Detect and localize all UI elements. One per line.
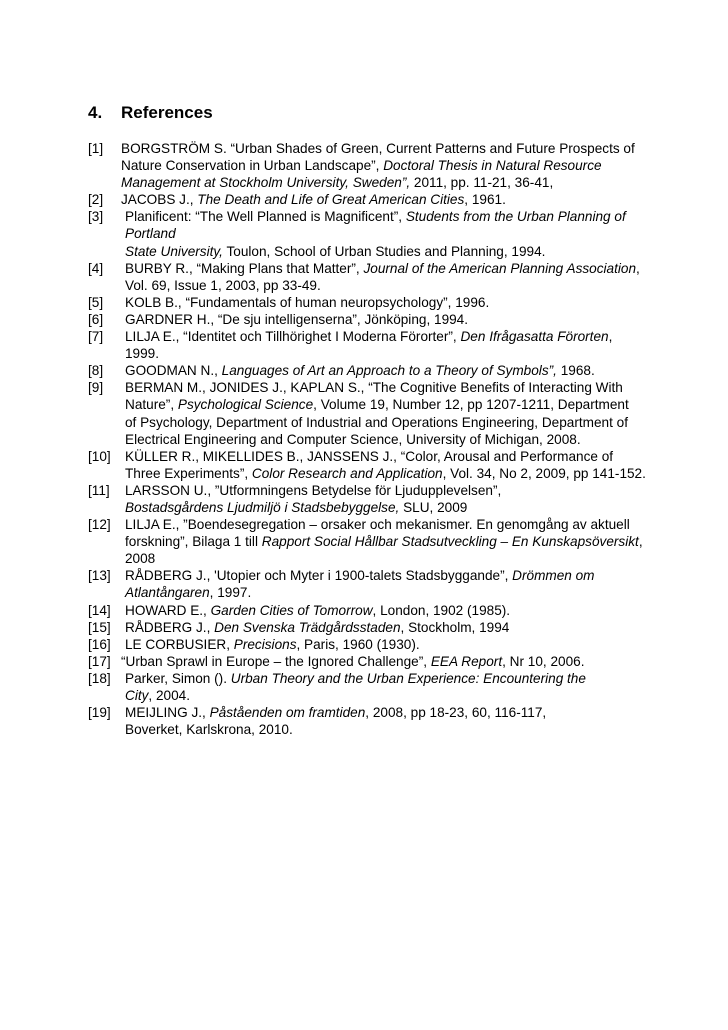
reference-text: Boverket, Karlskrona, 2010. [125, 722, 293, 738]
reference-text: JACOBS J., [121, 192, 198, 208]
reference-line [121, 396, 648, 413]
reference-number: [18] [88, 670, 111, 686]
reference-number: [9] [88, 380, 104, 396]
reference-text: , 1961. [464, 192, 506, 208]
reference-line [121, 243, 648, 260]
reference-title-text: Den Svenska Trädgårdsstaden [214, 619, 401, 635]
reference-text: , [608, 329, 613, 345]
reference-line [121, 362, 648, 379]
reference-line [121, 704, 648, 721]
reference-text: Nature”, [125, 397, 178, 413]
reference-number: [5] [88, 294, 104, 310]
reference-number: [1] [88, 141, 104, 156]
reference-text: KOLB B., “Fundamentals of human neuropsychology”, 1996. [125, 294, 490, 310]
reference-text: 1968. [556, 363, 595, 379]
reference-line [121, 448, 648, 465]
reference-line [121, 260, 648, 277]
reference-line [121, 584, 648, 601]
reference-line [121, 653, 648, 670]
reference-line [121, 636, 648, 653]
reference-line [121, 208, 648, 225]
reference-number: [10] [88, 448, 111, 464]
reference-text: LILJA E., ”Boendesegregation – orsaker och mekanismer. En genomgång av aktuell [125, 517, 630, 533]
reference-number: [8] [88, 363, 104, 379]
reference-text: LE CORBUSIER, [125, 636, 234, 652]
reference-text: of Psychology, Department of Industrial and Operations Engineering, Department of [125, 414, 628, 430]
reference-item [88, 653, 648, 670]
reference-line [121, 499, 648, 516]
reference-line [121, 431, 648, 448]
reference-item [88, 191, 648, 208]
reference-item [88, 670, 648, 704]
reference-line [121, 191, 648, 208]
reference-text: BURBY R., “Making Plans that Matter”, [125, 260, 364, 276]
reference-title-text: Garden Cities of Tomorrow [210, 602, 373, 618]
reference-item [88, 448, 648, 482]
reference-line [121, 550, 648, 567]
reference-text: , Stockholm, 1994 [400, 619, 510, 635]
reference-line [121, 619, 648, 636]
reference-item [88, 482, 648, 516]
reference-text: Parker, Simon (). [125, 670, 231, 686]
reference-text: Electrical Engineering and Computer Science, University of Michigan, 2008. [125, 431, 581, 447]
reference-line [121, 516, 648, 533]
reference-line [121, 140, 648, 157]
section-heading [88, 101, 213, 125]
reference-item [88, 140, 648, 191]
reference-item [88, 619, 648, 636]
reference-number: [11] [88, 482, 110, 498]
reference-item [88, 379, 648, 447]
reference-number: [4] [88, 260, 104, 276]
reference-text: Three Experiments”, [125, 465, 252, 481]
reference-line [121, 482, 648, 499]
reference-text: , [636, 260, 640, 276]
reference-list [88, 140, 648, 738]
section-title: References [121, 103, 213, 122]
reference-text: SLU, 2009 [399, 499, 468, 515]
reference-item [88, 328, 648, 362]
reference-line [121, 687, 648, 704]
reference-text: , London, 1902 (1985). [372, 602, 511, 618]
reference-line [121, 379, 648, 396]
reference-text: RÅDBERG J., 'Utopier och Myter i 1900-talets Stadsbyggande”, [125, 568, 513, 584]
reference-title-text: Portland [125, 226, 176, 242]
reference-text: LARSSON U., ”Utformningens Betydelse för Ljudupplevelsen”, [125, 482, 502, 498]
reference-number: [7] [88, 329, 104, 345]
reference-text: Toulon, School of Urban Studies and Planning, 1994. [222, 243, 546, 259]
reference-line [121, 533, 648, 550]
reference-number: [16] [88, 636, 111, 652]
reference-title-text: Precisions [233, 636, 297, 652]
reference-text: KÜLLER R., MIKELLIDES B., JANSSENS J., “Color, Arousal and Performance of [125, 448, 614, 464]
reference-line [121, 328, 648, 345]
reference-number: [12] [88, 517, 111, 533]
reference-text: , 2008, pp 18-23, 60, 116-117, [365, 705, 547, 721]
reference-title-text: Den Ifrågasatta Förorten [460, 329, 609, 345]
reference-title-text: Drömmen om [512, 568, 595, 584]
reference-text: BORGSTRÖM S. “Urban Shades of Green, Current Patterns and Future Prospects of [121, 141, 635, 156]
reference-item [88, 260, 648, 294]
reference-line [121, 157, 648, 174]
reference-text: 1999. [125, 346, 160, 362]
reference-title-text: State University, [125, 243, 223, 259]
reference-item [88, 311, 648, 328]
reference-line [121, 294, 648, 311]
reference-line [121, 602, 648, 619]
reference-item [88, 362, 648, 379]
section-number: 4. [88, 103, 103, 122]
reference-title-text: City [125, 688, 149, 703]
reference-text: , [638, 534, 643, 550]
reference-title-text: Bostadsgårdens Ljudmiljö i Stadsbebyggelse, [125, 499, 400, 515]
reference-number: [3] [88, 209, 104, 225]
reference-text: , Nr 10, 2006. [502, 653, 585, 669]
reference-title-text: Color Research and Application [251, 465, 443, 481]
reference-text: , Vol. 34, No 2, 2009, pp 141-152. [442, 465, 646, 481]
reference-title-text: Rapport Social Hållbar Stadsutveckling – En Kunskapsöversikt [261, 534, 639, 550]
reference-line [121, 465, 648, 482]
reference-item [88, 602, 648, 619]
reference-number: [19] [88, 705, 111, 721]
reference-title-text: Doctoral Thesis in Natural Resource [383, 158, 602, 174]
reference-text: , 1997. [209, 585, 252, 601]
reference-line [121, 721, 648, 738]
reference-line [121, 414, 648, 431]
reference-text: RÅDBERG J., [125, 619, 215, 635]
reference-item [88, 516, 648, 567]
reference-title-text: Urban Theory and the Urban Experience: Encountering the [230, 670, 586, 686]
reference-number: [15] [88, 619, 111, 635]
reference-line [121, 345, 648, 362]
reference-title-text: Påståenden om framtiden [209, 705, 366, 721]
reference-title-text: The Death and Life of Great American Cities [197, 192, 465, 208]
reference-line [121, 225, 648, 242]
reference-text: Vol. 69, Issue 1, 2003, pp 33-49. [125, 277, 321, 293]
reference-text: HOWARD E., [125, 602, 211, 618]
reference-item [88, 636, 648, 653]
reference-number: [17] [88, 653, 111, 669]
reference-item [88, 208, 648, 259]
reference-text: , 2004. [148, 688, 190, 703]
reference-text: GARDNER H., “De sju intelligenserna”, Jönköping, 1994. [125, 311, 469, 327]
reference-line [121, 670, 648, 687]
reference-title-text: Psychological Science [177, 397, 314, 413]
reference-text: MEIJLING J., [125, 705, 210, 721]
reference-number: [2] [88, 192, 104, 208]
reference-title-text: Students from the Urban Planning of [405, 209, 626, 225]
reference-title-text: EEA Report [430, 653, 503, 669]
reference-text: “Urban Sprawl in Europe – the Ignored Challenge”, [121, 653, 431, 669]
reference-number: [6] [88, 311, 104, 327]
reference-text: BERMAN M., JONIDES J., KAPLAN S., “The Cognitive Benefits of Interacting With [125, 380, 623, 396]
reference-title-text: Languages of Art an Approach to a Theory of Symbols”, [221, 363, 557, 379]
reference-text: 2008 [125, 551, 156, 567]
reference-text: , Volume 19, Number 12, pp 1207-1211, Department [313, 397, 629, 413]
reference-title-text: Atlantångaren [125, 585, 210, 601]
reference-line [121, 567, 648, 584]
reference-title-text: Management at Stockholm University, Sweden”, [121, 175, 411, 191]
reference-text: LILJA E., “Identitet och Tillhörighet I Moderna Förorter”, [125, 329, 461, 345]
reference-text: , Paris, 1960 (1930). [296, 636, 420, 652]
reference-text: forskning”, Bilaga 1 till [125, 534, 262, 550]
reference-line [121, 277, 648, 294]
reference-item [88, 704, 648, 738]
reference-text: 2011, pp. 11-21, 36-41, [410, 175, 554, 191]
reference-line [121, 174, 648, 191]
reference-number: [13] [88, 568, 111, 584]
reference-text: GOODMAN N., [125, 363, 222, 379]
reference-item [88, 294, 648, 311]
reference-line [121, 311, 648, 328]
reference-number: [14] [88, 602, 111, 618]
reference-item [88, 567, 648, 601]
reference-text: Planificent: “The Well Planned is Magnificent”, [125, 209, 406, 225]
reference-text: Nature Conservation in Urban Landscape”, [121, 158, 384, 174]
reference-title-text: Journal of the American Planning Association [363, 260, 637, 276]
